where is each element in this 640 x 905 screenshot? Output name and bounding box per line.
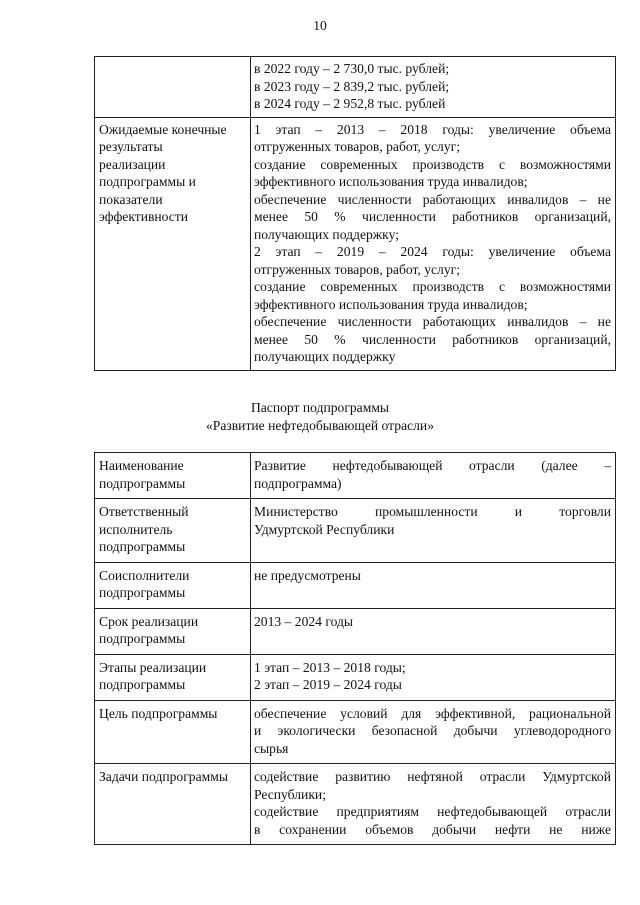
row-content-line: сырья — [254, 740, 289, 756]
row-content-line: отгруженных товаров, работ, услуг; — [254, 261, 460, 277]
row-content-line: в сохранении объемов добычи нефти не ниже — [254, 821, 611, 837]
table-row — [95, 764, 616, 845]
row-label-cell — [95, 117, 251, 370]
passport-title-line2: «Развитие нефтедобывающей отрасли» — [206, 417, 434, 433]
row-content-cell — [251, 700, 616, 764]
row-label-cell — [95, 764, 251, 845]
row-content-line: содействие предприятиям нефтедобывающей отрасли — [254, 804, 611, 819]
row-label-line: Ожидаемые конечные — [99, 121, 227, 137]
table-row — [95, 562, 616, 608]
table-row — [95, 700, 616, 764]
row-content-line: менее 50 % численности работников организаций, — [254, 331, 611, 347]
row-label-line: подпрограммы — [99, 631, 186, 646]
row-label-line: Срок реализации — [99, 613, 199, 629]
row-content-line: менее 50 % численности работников организаций, — [254, 209, 611, 224]
table-row — [95, 608, 616, 654]
row-label-line: реализации — [99, 156, 166, 172]
table-row — [95, 57, 616, 118]
row-content-line: в 2024 году – 2 952,8 тыс. рублей — [254, 96, 446, 111]
row-content-cell — [251, 608, 616, 654]
row-content-line: 2013 – 2024 годы — [254, 613, 354, 629]
row-label-line: Соисполнители — [99, 567, 190, 583]
page-number: 10 — [313, 18, 327, 33]
row-content-line: обеспечение численности работающих инвалидов – не — [254, 314, 611, 329]
row-content-line: получающих поддержку — [254, 349, 396, 364]
row-label-line: эффективности — [99, 209, 189, 224]
row-content-cell — [251, 117, 616, 370]
row-label-cell — [95, 654, 251, 700]
row-content-line: 2 этап – 2019 – 2024 годы — [254, 677, 402, 692]
row-label-line: показатели — [99, 191, 163, 207]
row-content-line: создание современных производств с возможностями — [254, 279, 611, 294]
row-label-line: Ответственный — [99, 504, 189, 519]
row-label-line: Этапы реализации — [99, 659, 207, 675]
row-label-cell — [95, 608, 251, 654]
table2-body — [95, 453, 616, 845]
row-label-cell — [95, 562, 251, 608]
row-content-cell — [251, 562, 616, 608]
row-content-line: отгруженных товаров, работ, услуг; — [254, 139, 460, 154]
row-content-line: 1 этап – 2013 – 2018 годы; — [254, 659, 406, 675]
passport-title-line1: Паспорт подпрограммы — [250, 400, 390, 415]
row-content-line: эффективного использования труда инвалидов; — [254, 174, 528, 189]
row-label-line: подпрограммы — [99, 475, 186, 491]
row-content-line: подпрограмма) — [254, 475, 342, 491]
row-content-line: эффективного использования труда инвалидов; — [254, 296, 528, 312]
table-row — [95, 499, 616, 563]
row-content-line: в 2022 году – 2 730,0 тыс. рублей; — [254, 61, 450, 76]
row-label-cell — [95, 57, 251, 118]
row-label-line: Цель подпрограммы — [99, 705, 218, 721]
row-label-line: результаты — [99, 139, 163, 154]
row-content-cell — [251, 57, 616, 118]
row-content-line: Удмуртской Республики — [254, 521, 395, 537]
row-content-line: Развитие нефтедобывающей отрасли (далее – — [254, 458, 611, 473]
row-label-line: Задачи подпрограммы — [99, 769, 228, 784]
row-label-line: исполнитель — [99, 521, 173, 537]
row-label-line: подпрограммы — [99, 539, 186, 554]
passport-continuation-table — [94, 56, 616, 371]
row-label-line: подпрограммы — [99, 677, 186, 692]
passport-title — [0, 399, 640, 434]
row-content-line: содействие развитию нефтяной отрасли Удмуртской — [254, 769, 611, 784]
table-row — [95, 117, 616, 370]
row-content-line: не предусмотрены — [254, 567, 361, 583]
row-content-cell — [251, 654, 616, 700]
row-label-line: подпрограммы и — [99, 174, 196, 189]
row-content-cell — [251, 764, 616, 845]
table-row — [95, 654, 616, 700]
row-content-line: 2 этап – 2019 – 2024 годы: увеличение объема — [254, 244, 611, 259]
row-content-line: обеспечение численности работающих инвалидов – не — [254, 191, 611, 207]
row-content-line: получающих поддержку; — [254, 226, 399, 242]
row-content-cell — [251, 499, 616, 563]
table-row — [95, 453, 616, 499]
row-content-line: создание современных производств с возможностями — [254, 156, 611, 172]
row-label-cell — [95, 700, 251, 764]
row-label-cell — [95, 499, 251, 563]
row-label-cell — [95, 453, 251, 499]
row-content-line: в 2023 году – 2 839,2 тыс. рублей; — [254, 78, 450, 94]
row-content-line: Республики; — [254, 786, 326, 802]
row-content-line: Министерство промышленности и торговли — [254, 504, 611, 519]
row-label-line: подпрограммы — [99, 585, 186, 600]
row-content-line: и экологически безопасной добычи углеводородного — [254, 723, 611, 738]
subprogram-passport-table — [94, 452, 616, 845]
table1-body — [95, 57, 616, 371]
row-content-line: обеспечение условий для эффективной, рациональной — [254, 705, 611, 721]
row-content-line: 1 этап – 2013 – 2018 годы: увеличение объема — [254, 121, 611, 137]
row-content-cell — [251, 453, 616, 499]
row-label-line: Наименование — [99, 458, 184, 473]
